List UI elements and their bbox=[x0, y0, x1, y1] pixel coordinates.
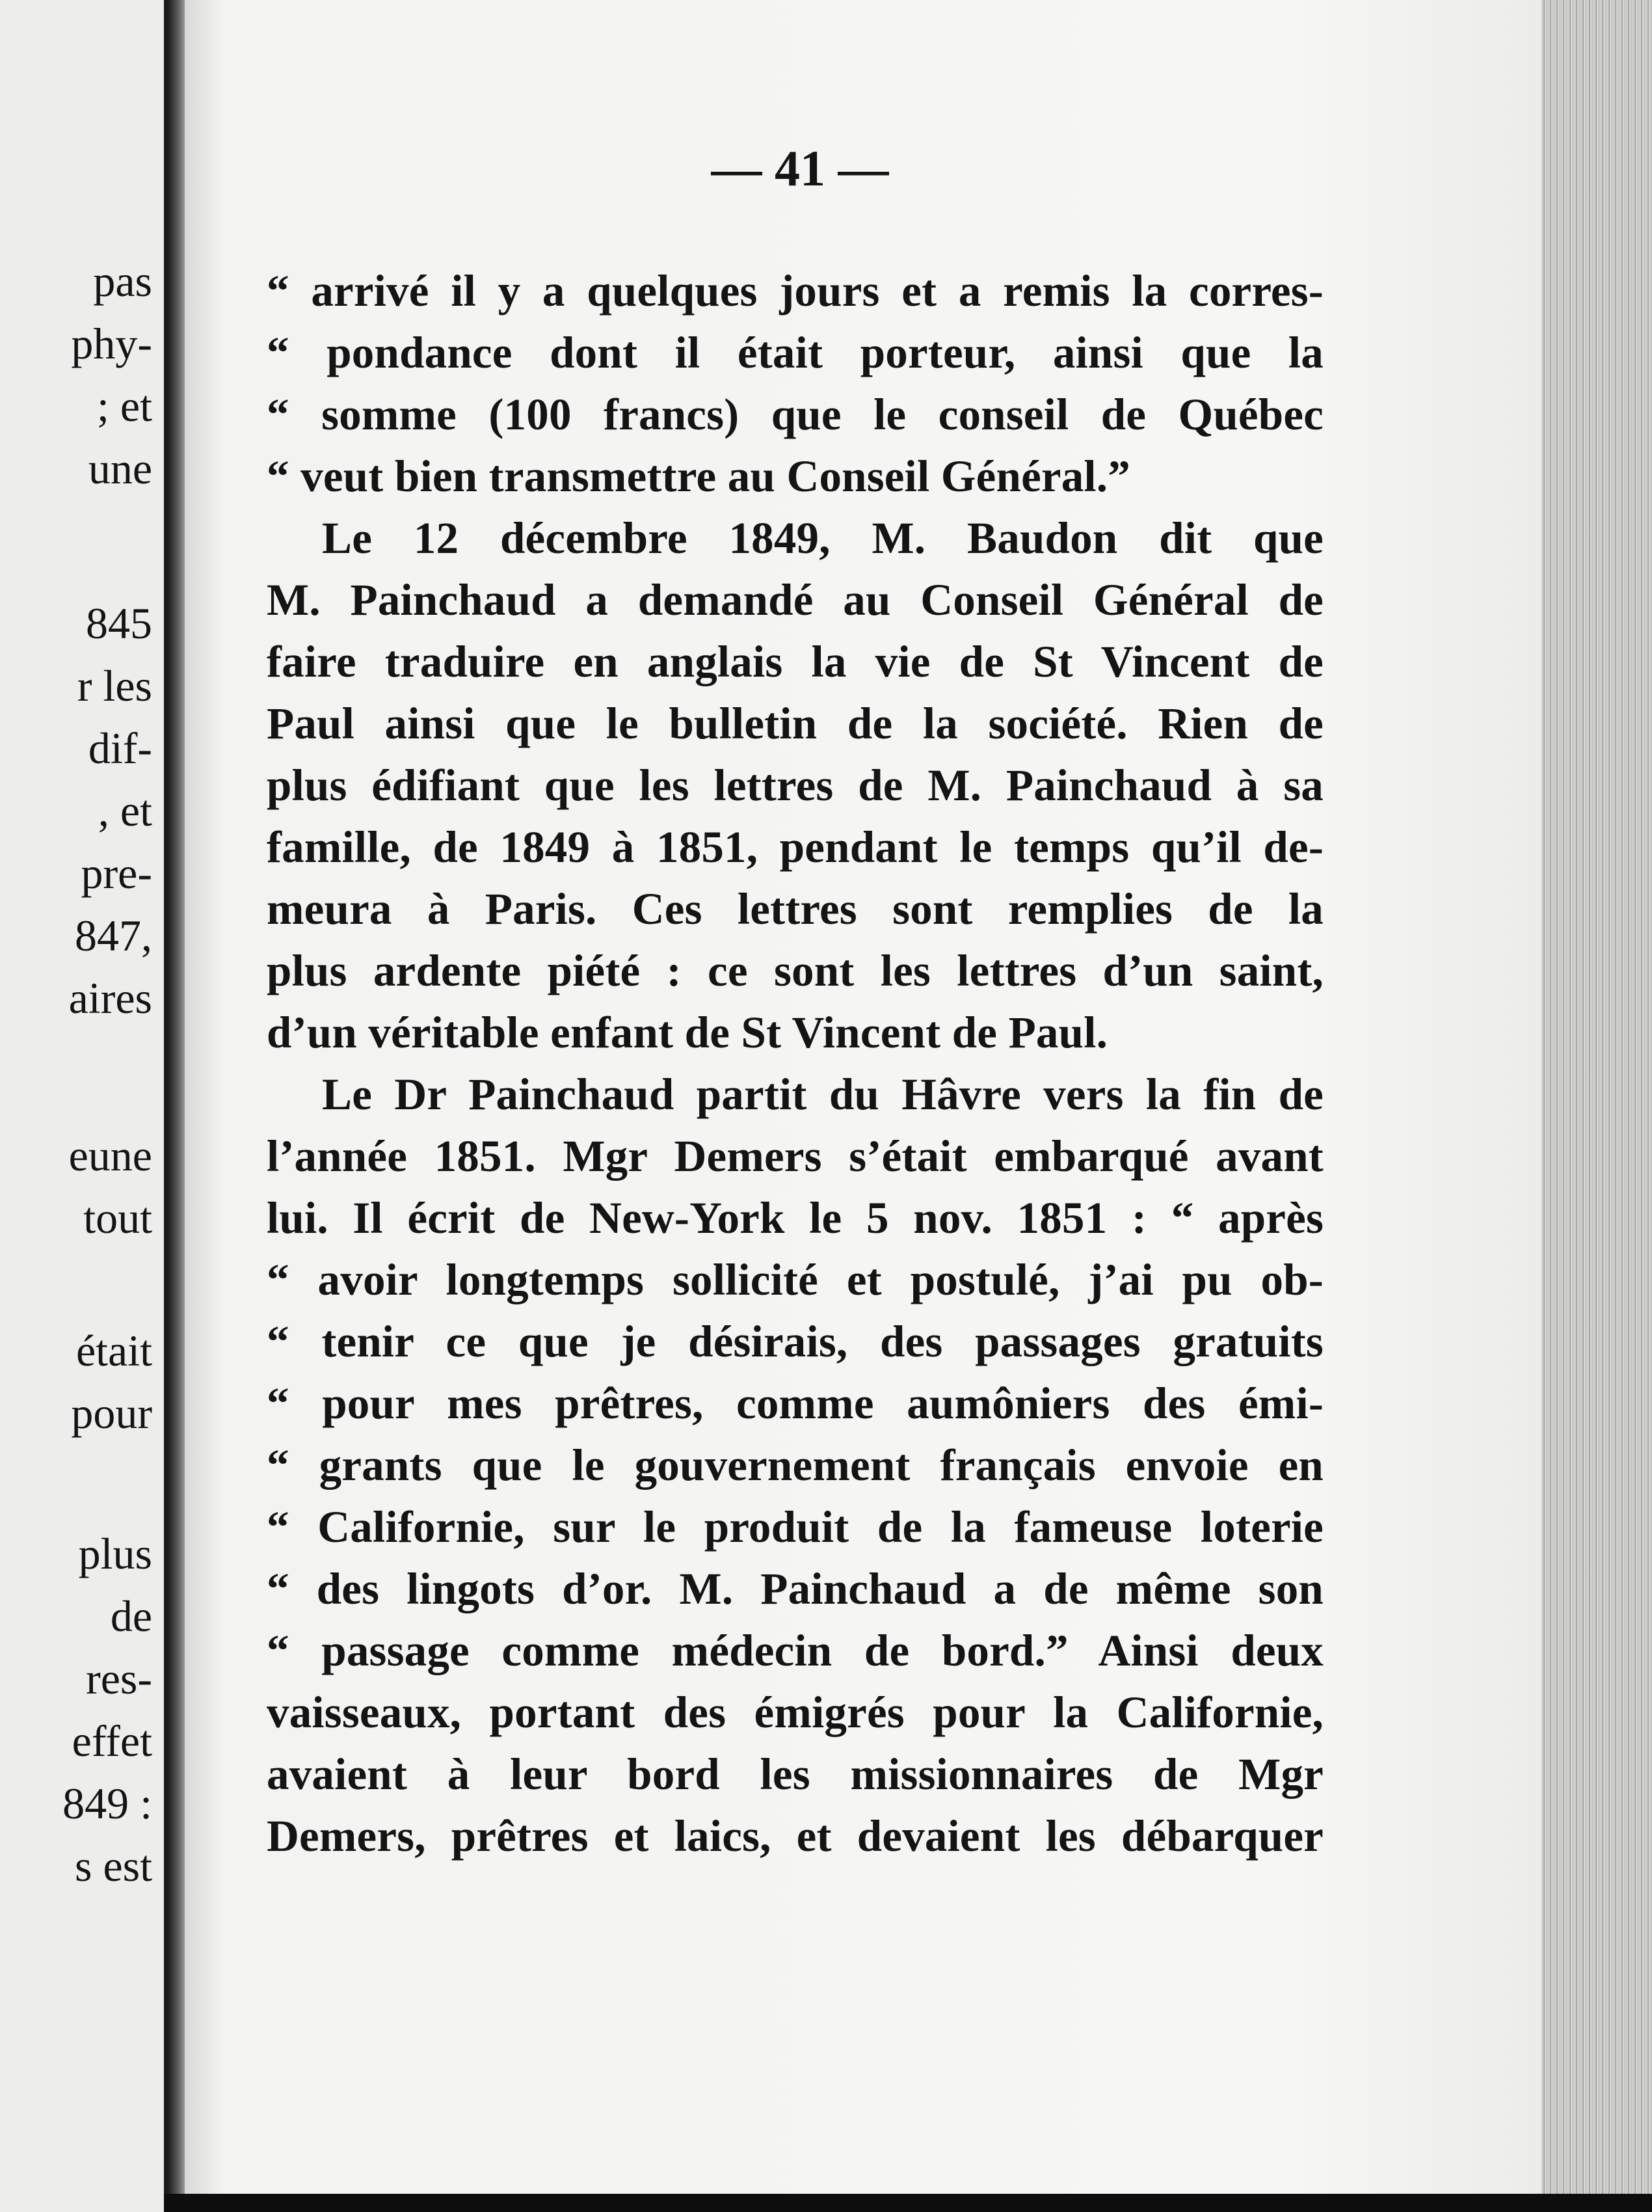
left-page-fragment: tout bbox=[83, 1193, 152, 1243]
text-line: “ pondance dont il était porteur, ainsi que la bbox=[267, 328, 1324, 377]
left-page-fragment: plus bbox=[78, 1529, 152, 1578]
text-line: famille, de 1849 à 1851, pendant le temps qu’il de- bbox=[267, 822, 1324, 872]
left-page-fragment: une bbox=[88, 444, 152, 493]
text-line: “ arrivé il y a quelques jours et a remis la corres- bbox=[267, 266, 1324, 316]
text-line: Le 12 décembre 1849, M. Baudon dit que bbox=[322, 513, 1324, 563]
text-line: Le Dr Painchaud partit du Hâvre vers la fin de bbox=[322, 1070, 1324, 1119]
text-line: meura à Paris. Ces lettres sont remplies de la bbox=[267, 884, 1324, 934]
body-text bbox=[267, 260, 1324, 1867]
left-page-fragment: pre- bbox=[81, 848, 152, 898]
left-page-fragment: res- bbox=[86, 1654, 152, 1703]
text-line: “ grants que le gouvernement français envoie en bbox=[267, 1440, 1324, 1490]
text-line: “ pour mes prêtres, comme aumôniers des émi- bbox=[267, 1379, 1324, 1428]
text-line: lui. Il écrit de New-York le 5 nov. 1851 : “ après bbox=[267, 1193, 1324, 1243]
text-line: “ Californie, sur le produit de la fameuse loterie bbox=[267, 1502, 1324, 1552]
text-line: plus ardente piété : ce sont les lettres d’un saint, bbox=[267, 946, 1324, 995]
left-page-fragment: r les bbox=[77, 661, 152, 710]
left-page-fragment: pas bbox=[93, 256, 152, 306]
text-line: Paul ainsi que le bulletin de la société. Rien de bbox=[267, 699, 1324, 748]
left-page-fragment: , et bbox=[98, 786, 152, 835]
text-line: avaient à leur bord les missionnaires de Mgr bbox=[267, 1749, 1324, 1799]
text-line: Demers, prêtres et laics, et devaient les débarquer bbox=[267, 1811, 1324, 1861]
left-page-fragment: était bbox=[75, 1326, 152, 1375]
left-page-fragment: phy- bbox=[71, 319, 152, 368]
left-page-fragment: aires bbox=[68, 973, 152, 1023]
text-line: l’année 1851. Mgr Demers s’était embarqué avant bbox=[267, 1131, 1324, 1181]
text-line: “ des lingots d’or. M. Painchaud a de même son bbox=[267, 1564, 1324, 1613]
left-page-margin bbox=[0, 0, 168, 2212]
text-line: “ somme (100 francs) que le conseil de Québec bbox=[267, 390, 1324, 439]
text-line: “ avoir longtemps sollicité et postulé, j’ai pu ob- bbox=[267, 1255, 1324, 1304]
page-edges bbox=[1541, 0, 1652, 2194]
left-page-fragment: 845 bbox=[86, 599, 152, 648]
left-page-fragment: de bbox=[110, 1591, 152, 1641]
text-line: “ veut bien transmettre au Conseil Général.” bbox=[267, 452, 1130, 501]
text-line: “ tenir ce que je désirais, des passages gratuits bbox=[267, 1317, 1324, 1366]
text-line: vaisseaux, portant des émigrés pour la Californie, bbox=[267, 1688, 1324, 1737]
bottom-shadow bbox=[164, 2194, 1652, 2212]
left-page-fragment: 849 : bbox=[62, 1779, 152, 1828]
text-line: “ passage comme médecin de bord.” Ainsi deux bbox=[267, 1626, 1324, 1675]
left-page-fragment: 847, bbox=[75, 911, 152, 960]
text-line: plus édifiant que les lettres de M. Painchaud à sa bbox=[267, 761, 1324, 810]
left-page-fragment: eune bbox=[68, 1131, 152, 1180]
page-number: — 41 — bbox=[711, 140, 889, 196]
text-line: d’un véritable enfant de St Vincent de Paul. bbox=[267, 1008, 1108, 1057]
left-page-fragment: pour bbox=[71, 1388, 152, 1438]
text-line: M. Painchaud a demandé au Conseil Général de bbox=[267, 575, 1324, 625]
left-page-fragment: effet bbox=[72, 1716, 152, 1766]
book-gutter bbox=[168, 0, 185, 2212]
left-page-fragment: s est bbox=[75, 1841, 152, 1891]
text-line: faire traduire en anglais la vie de St Vincent de bbox=[267, 637, 1324, 686]
left-page-fragment: dif- bbox=[88, 723, 152, 773]
left-page-fragment: ; et bbox=[97, 381, 152, 431]
